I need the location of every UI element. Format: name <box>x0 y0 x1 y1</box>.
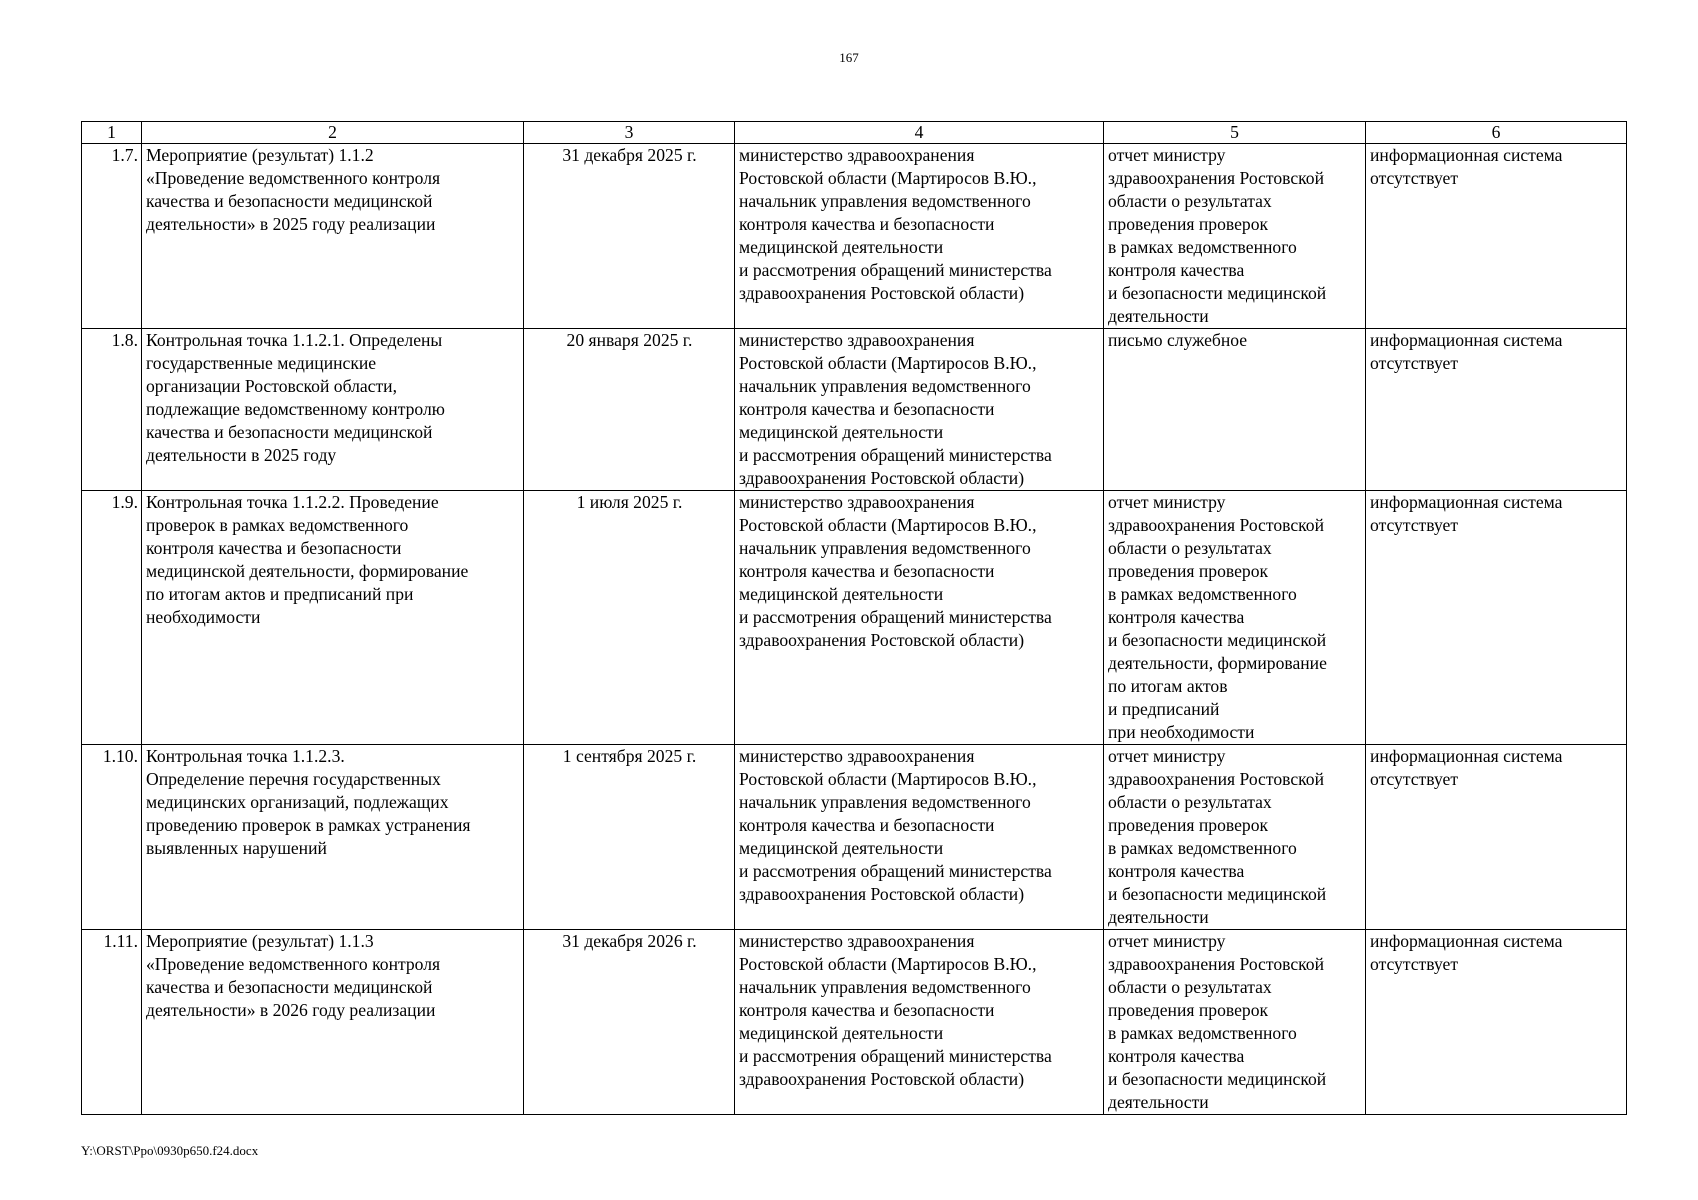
row-number: 1.11. <box>82 930 142 1115</box>
document-cell <box>1104 745 1366 930</box>
cell-text-line: проверок в рамках ведомственного <box>146 515 409 535</box>
document-cell <box>1104 491 1366 745</box>
deadline-date: 31 декабря 2025 г. <box>524 144 735 329</box>
cell-text-line: деятельности» в 2025 году реализации <box>146 214 436 234</box>
responsible-cell <box>735 930 1104 1115</box>
cell-text-line: в рамках ведомственного <box>1108 584 1297 604</box>
cell-text-line: начальник управления ведомственного <box>739 376 1031 396</box>
cell-text-line: выявленных нарушений <box>146 838 327 858</box>
cell-text-line: в рамках ведомственного <box>1108 1023 1297 1043</box>
row-number: 1.7. <box>82 144 142 329</box>
cell-text-line: медицинской деятельности <box>739 838 944 858</box>
column-header: 3 <box>524 122 735 144</box>
deadline-date: 20 января 2025 г. <box>524 329 735 491</box>
cell-text-line: проведения проверок <box>1108 815 1269 835</box>
cell-text-line: проведения проверок <box>1108 1000 1269 1020</box>
cell-text-line: отчет министру <box>1108 492 1226 512</box>
table-header-row <box>82 122 1627 144</box>
cell-text-line: здравоохранения Ростовской области) <box>739 468 1025 488</box>
cell-text-line: отчет министру <box>1108 931 1226 951</box>
cell-text-line: качества и безопасности медицинской <box>146 977 433 997</box>
row-number: 1.9. <box>82 491 142 745</box>
cell-text-line: здравоохранения Ростовской области) <box>739 630 1025 650</box>
cell-text-line: деятельности в 2025 году <box>146 445 337 465</box>
cell-text-line: проведению проверок в рамках устранения <box>146 815 471 835</box>
document-cell <box>1104 930 1366 1115</box>
cell-text-line: и безопасности медицинской <box>1108 283 1327 303</box>
cell-text-line: отсутствует <box>1370 168 1459 188</box>
cell-text-line: информационная система <box>1370 492 1563 512</box>
cell-text-line: здравоохранения Ростовской области) <box>739 1069 1025 1089</box>
cell-text-line: Ростовской области (Мартиросов В.Ю., <box>739 769 1037 789</box>
page-number: 167 <box>839 50 859 65</box>
cell-text-line: Контрольная точка 1.1.2.2. Проведение <box>146 492 439 512</box>
cell-text-line: проведения проверок <box>1108 214 1269 234</box>
cell-text-line: «Проведение ведомственного контроля <box>146 954 441 974</box>
cell-text-line: начальник управления ведомственного <box>739 977 1031 997</box>
deadline-date: 31 декабря 2026 г. <box>524 930 735 1115</box>
cell-text-line: и рассмотрения обращений министерства <box>739 445 1052 465</box>
cell-text-line: Ростовской области (Мартиросов В.Ю., <box>739 954 1037 974</box>
cell-text-line: медицинской деятельности, формирование <box>146 561 469 581</box>
table-row <box>82 930 1627 1115</box>
cell-text-line: при необходимости <box>1108 722 1255 742</box>
cell-text-line: и предписаний <box>1108 699 1220 719</box>
document-cell <box>1104 329 1366 491</box>
responsible-cell <box>735 329 1104 491</box>
cell-text-line: Ростовской области (Мартиросов В.Ю., <box>739 515 1037 535</box>
cell-text-line: деятельности <box>1108 1092 1209 1112</box>
cell-text-line: «Проведение ведомственного контроля <box>146 168 441 188</box>
info-system-cell <box>1366 144 1627 329</box>
deadline-date: 1 июля 2025 г. <box>524 491 735 745</box>
cell-text-line: начальник управления ведомственного <box>739 538 1031 558</box>
cell-text-line: отсутствует <box>1370 954 1459 974</box>
cell-text-line: деятельности» в 2026 году реализации <box>146 1000 436 1020</box>
cell-text-line: министерство здравоохранения <box>739 746 975 766</box>
cell-text-line: начальник управления ведомственного <box>739 792 1031 812</box>
cell-text-line: и безопасности медицинской <box>1108 1069 1327 1089</box>
cell-text-line: здравоохранения Ростовской <box>1108 515 1325 535</box>
cell-text-line: медицинских организаций, подлежащих <box>146 792 449 812</box>
cell-text-line: и безопасности медицинской <box>1108 884 1327 904</box>
cell-text-line: контроля качества и безопасности <box>739 399 995 419</box>
cell-text-line: области о результатах <box>1108 977 1272 997</box>
cell-text-line: контроля качества и безопасности <box>739 214 995 234</box>
responsible-cell <box>735 745 1104 930</box>
table-body <box>82 144 1627 1115</box>
cell-text-line: министерство здравоохранения <box>739 145 975 165</box>
cell-text-line: медицинской деятельности <box>739 422 944 442</box>
cell-text-line: по итогам актов и предписаний при <box>146 584 414 604</box>
info-system-cell <box>1366 329 1627 491</box>
event-name-cell <box>142 745 524 930</box>
cell-text-line: деятельности <box>1108 306 1209 326</box>
cell-text-line: Контрольная точка 1.1.2.3. <box>146 746 345 766</box>
cell-text-line: информационная система <box>1370 330 1563 350</box>
cell-text-line: Ростовской области (Мартиросов В.Ю., <box>739 168 1037 188</box>
column-header: 2 <box>142 122 524 144</box>
event-name-cell <box>142 491 524 745</box>
cell-text-line: области о результатах <box>1108 191 1272 211</box>
info-system-cell <box>1366 930 1627 1115</box>
cell-text-line: деятельности, формирование <box>1108 653 1327 673</box>
cell-text-line: контроля качества <box>1108 861 1245 881</box>
cell-text-line: в рамках ведомственного <box>1108 838 1297 858</box>
cell-text-line: качества и безопасности медицинской <box>146 422 433 442</box>
cell-text-line: отсутствует <box>1370 515 1459 535</box>
cell-text-line: и рассмотрения обращений министерства <box>739 1046 1052 1066</box>
cell-text-line: государственные медицинские <box>146 353 377 373</box>
table-row <box>82 745 1627 930</box>
row-number: 1.8. <box>82 329 142 491</box>
cell-text-line: контроля качества и безопасности <box>739 561 995 581</box>
table-row <box>82 329 1627 491</box>
row-number: 1.10. <box>82 745 142 930</box>
cell-text-line: Мероприятие (результат) 1.1.3 <box>146 931 374 951</box>
cell-text-line: медицинской деятельности <box>739 1023 944 1043</box>
column-header: 4 <box>735 122 1104 144</box>
cell-text-line: медицинской деятельности <box>739 237 944 257</box>
column-header: 1 <box>82 122 142 144</box>
cell-text-line: области о результатах <box>1108 538 1272 558</box>
cell-text-line: информационная система <box>1370 746 1563 766</box>
cell-text-line: подлежащие ведомственному контролю <box>146 399 445 419</box>
cell-text-line: и рассмотрения обращений министерства <box>739 607 1052 627</box>
column-header: 5 <box>1104 122 1366 144</box>
cell-text-line: отсутствует <box>1370 769 1459 789</box>
cell-text-line: отчет министру <box>1108 145 1226 165</box>
cell-text-line: министерство здравоохранения <box>739 931 975 951</box>
cell-text-line: контроля качества <box>1108 607 1245 627</box>
cell-text-line: и рассмотрения обращений министерства <box>739 861 1052 881</box>
table-row <box>82 491 1627 745</box>
cell-text-line: здравоохранения Ростовской области) <box>739 884 1025 904</box>
cell-text-line: информационная система <box>1370 145 1563 165</box>
cell-text-line: и рассмотрения обращений министерства <box>739 260 1052 280</box>
cell-text-line: здравоохранения Ростовской <box>1108 954 1325 974</box>
column-header: 6 <box>1366 122 1627 144</box>
cell-text-line: контроля качества и безопасности <box>739 1000 995 1020</box>
cell-text-line: Мероприятие (результат) 1.1.2 <box>146 145 374 165</box>
cell-text-line: министерство здравоохранения <box>739 330 975 350</box>
cell-text-line: здравоохранения Ростовской области) <box>739 283 1025 303</box>
cell-text-line: письмо служебное <box>1108 330 1248 350</box>
cell-text-line: Определение перечня государственных <box>146 769 441 789</box>
cell-text-line: Контрольная точка 1.1.2.1. Определены <box>146 330 443 350</box>
cell-text-line: контроля качества <box>1108 1046 1245 1066</box>
responsible-cell <box>735 491 1104 745</box>
cell-text-line: здравоохранения Ростовской <box>1108 769 1325 789</box>
cell-text-line: Ростовской области (Мартиросов В.Ю., <box>739 353 1037 373</box>
cell-text-line: информационная система <box>1370 931 1563 951</box>
cell-text-line: контроля качества и безопасности <box>739 815 995 835</box>
cell-text-line: контроля качества и безопасности <box>146 538 402 558</box>
cell-text-line: в рамках ведомственного <box>1108 237 1297 257</box>
cell-text-line: отчет министру <box>1108 746 1226 766</box>
responsible-cell <box>735 144 1104 329</box>
deadline-date: 1 сентября 2025 г. <box>524 745 735 930</box>
event-name-cell <box>142 144 524 329</box>
cell-text-line: области о результатах <box>1108 792 1272 812</box>
cell-text-line: качества и безопасности медицинской <box>146 191 433 211</box>
event-name-cell <box>142 930 524 1115</box>
info-system-cell <box>1366 745 1627 930</box>
cell-text-line: проведения проверок <box>1108 561 1269 581</box>
cell-text-line: по итогам актов <box>1108 676 1228 696</box>
cell-text-line: здравоохранения Ростовской <box>1108 168 1325 188</box>
footer-file-path: Y:\ORST\Ppo\0930p650.f24.docx <box>81 1143 259 1158</box>
plan-table <box>81 121 1627 1115</box>
table-row <box>82 144 1627 329</box>
info-system-cell <box>1366 491 1627 745</box>
cell-text-line: и безопасности медицинской <box>1108 630 1327 650</box>
cell-text-line: отсутствует <box>1370 353 1459 373</box>
cell-text-line: контроля качества <box>1108 260 1245 280</box>
cell-text-line: организации Ростовской области, <box>146 376 397 396</box>
cell-text-line: министерство здравоохранения <box>739 492 975 512</box>
document-cell <box>1104 144 1366 329</box>
cell-text-line: начальник управления ведомственного <box>739 191 1031 211</box>
cell-text-line: необходимости <box>146 607 261 627</box>
cell-text-line: деятельности <box>1108 907 1209 927</box>
event-name-cell <box>142 329 524 491</box>
cell-text-line: медицинской деятельности <box>739 584 944 604</box>
